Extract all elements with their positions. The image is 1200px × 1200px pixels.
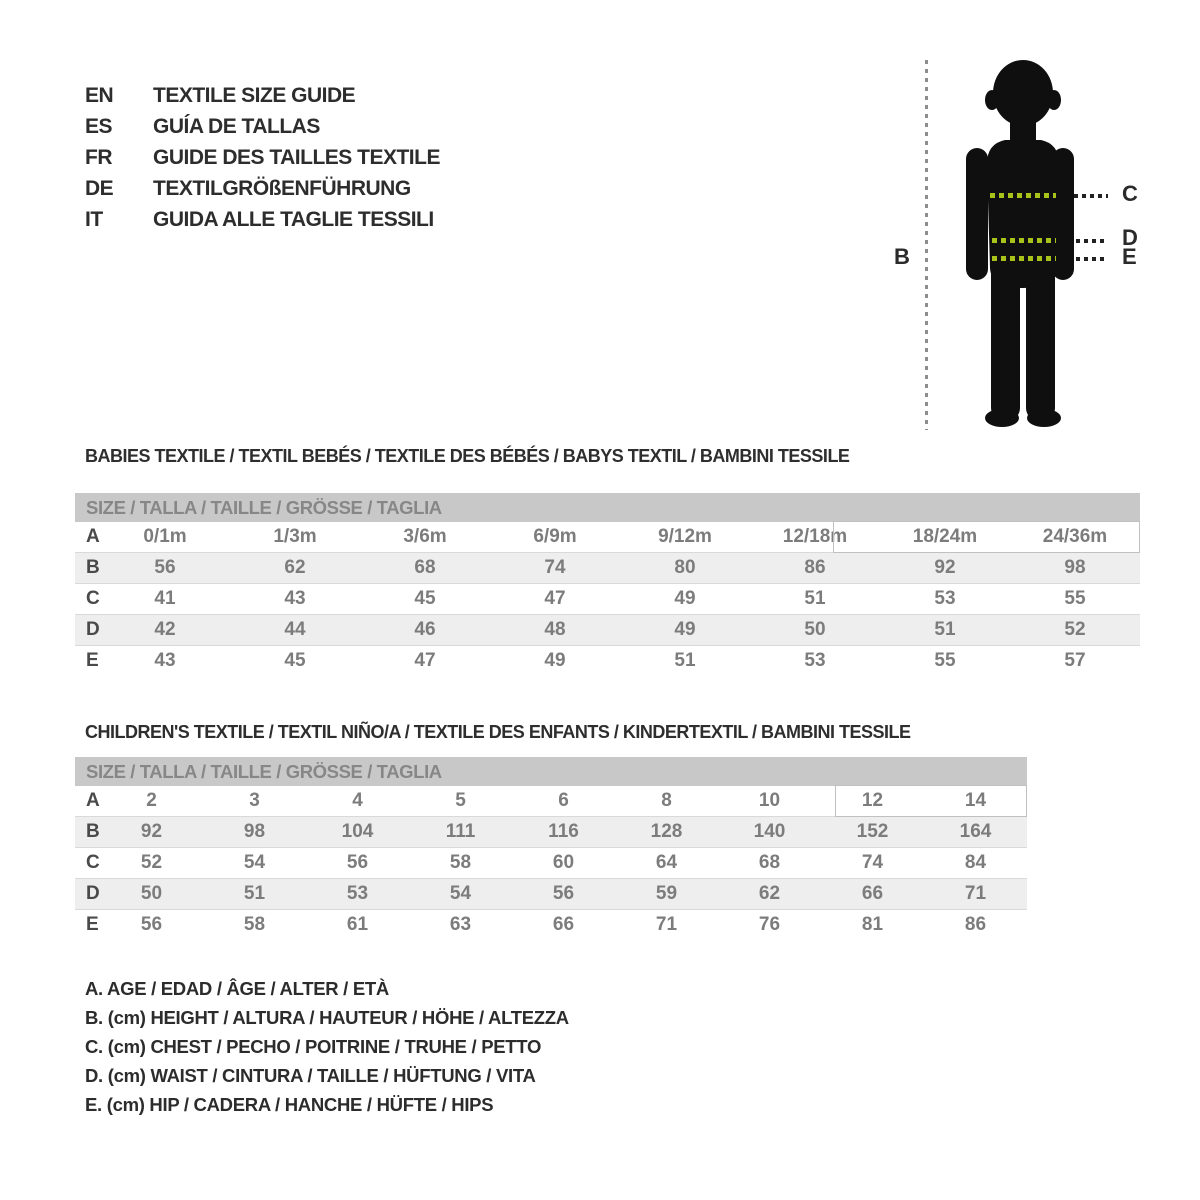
table-row-waist: [75, 878, 1027, 909]
size-cell: 50: [140, 883, 163, 904]
size-cell: 56: [346, 852, 369, 873]
size-cell: 86: [804, 557, 826, 578]
size-cell: 5: [455, 790, 466, 811]
size-cell: 41: [154, 588, 176, 609]
size-cell: 14: [964, 790, 987, 811]
size-cell: 42: [154, 619, 176, 640]
size-cell: 3/6m: [403, 526, 447, 547]
measurement-legend: [85, 974, 569, 1119]
babies-size-table: [75, 493, 1140, 676]
language-title-list: [85, 80, 440, 235]
table-row-height: [75, 552, 1140, 583]
size-cell: 61: [346, 914, 369, 935]
size-table-header: SIZE / TALLA / TAILLE / GRÖSSE / TAGLIA: [75, 493, 1140, 522]
children-size-table: [75, 757, 1027, 940]
size-cell: 4: [352, 790, 363, 811]
row-label: B: [86, 821, 100, 842]
size-cell: 56: [140, 914, 163, 935]
size-cell: 71: [655, 914, 678, 935]
size-cell: 0/1m: [143, 526, 187, 547]
size-cell: 76: [758, 914, 781, 935]
size-cell: 43: [154, 650, 176, 671]
size-cell: 24/36m: [1042, 526, 1108, 547]
waist-measure-dotted-line: [992, 238, 1056, 243]
size-cell: 84: [964, 852, 987, 873]
size-cell: 52: [1064, 619, 1086, 640]
guide-title: GUIDE DES TAILLES TEXTILE: [153, 145, 440, 169]
size-cell: 49: [674, 588, 696, 609]
size-cell: 1/3m: [273, 526, 317, 547]
size-cell: 6: [558, 790, 569, 811]
table-row-age: [75, 786, 1027, 816]
size-cell: 48: [544, 619, 566, 640]
size-cell: 10: [758, 790, 781, 811]
size-cell: 74: [861, 852, 884, 873]
size-cell: 2: [146, 790, 157, 811]
size-cell: 98: [1064, 557, 1086, 578]
table-row-chest: [75, 583, 1140, 614]
size-cell: 12: [861, 790, 884, 811]
babies-section-title: BABIES TEXTILE / TEXTIL BEBÉS / TEXTILE DES BÉBÉS / BABYS TEXTIL / BAMBINI TESSILE: [85, 446, 850, 466]
guide-title: GUÍA DE TALLAS: [153, 114, 320, 138]
size-cell: 164: [959, 821, 992, 842]
size-cell: 58: [449, 852, 472, 873]
guide-title: TEXTILE SIZE GUIDE: [153, 83, 356, 107]
size-cell: 46: [414, 619, 436, 640]
size-cell: 152: [856, 821, 889, 842]
table-row-age: [75, 522, 1140, 552]
size-cell: 47: [414, 650, 436, 671]
size-cell: 62: [284, 557, 306, 578]
lang-row-en: [85, 80, 440, 111]
waist-measure-label: D: [1122, 225, 1138, 250]
size-cell: 68: [414, 557, 436, 578]
lang-code: EN: [85, 83, 114, 107]
row-label: E: [86, 914, 99, 935]
lang-code: FR: [85, 145, 112, 169]
size-cell: 6/9m: [533, 526, 577, 547]
size-cell: 53: [804, 650, 826, 671]
row-label: A: [86, 790, 100, 811]
waist-measure-leader-line: [1076, 239, 1108, 243]
size-cell: 116: [548, 821, 579, 842]
size-cell: 62: [758, 883, 781, 904]
size-cell: 55: [1064, 588, 1086, 609]
table-row-hip: [75, 645, 1140, 676]
size-cell: 47: [544, 588, 566, 609]
size-cell: 58: [243, 914, 266, 935]
size-table-header: SIZE / TALLA / TAILLE / GRÖSSE / TAGLIA: [75, 757, 1027, 786]
table-row-height: [75, 816, 1027, 847]
size-cell: 18/24m: [912, 526, 978, 547]
row-label: A: [86, 526, 100, 547]
legend-age: A. AGE / EDAD / ÂGE / ALTER / ETÀ: [85, 977, 389, 999]
size-cell: 80: [674, 557, 696, 578]
size-cell: 49: [544, 650, 566, 671]
size-cell: 71: [964, 883, 987, 904]
size-cell: 68: [758, 852, 781, 873]
size-cell: 57: [1064, 650, 1086, 671]
chest-measure-label: C: [1122, 181, 1138, 206]
row-label: C: [86, 588, 100, 609]
size-cell: 63: [449, 914, 472, 935]
guide-title: GUIDA ALLE TAGLIE TESSILI: [153, 207, 434, 231]
row-label: B: [86, 557, 100, 578]
size-cell: 53: [346, 883, 369, 904]
hip-measure-dotted-line: [992, 256, 1056, 261]
size-cell: 98: [243, 821, 266, 842]
size-cell: 104: [341, 821, 374, 842]
size-cell: 50: [804, 619, 826, 640]
size-cell: 52: [140, 852, 163, 873]
legend-height: B. (cm) HEIGHT / ALTURA / HAUTEUR / HÖHE / ALTEZZA: [85, 1006, 569, 1028]
size-cell: 86: [964, 914, 987, 935]
size-cell: 92: [934, 557, 956, 578]
size-cell: 59: [655, 883, 678, 904]
size-cell: 140: [753, 821, 786, 842]
size-cell: 51: [243, 883, 266, 904]
lang-row-de: [85, 173, 440, 204]
size-cell: 66: [552, 914, 575, 935]
hip-measure-label: E: [1122, 244, 1137, 269]
table-row-hip: [75, 909, 1027, 940]
lang-row-es: [85, 111, 440, 142]
row-label: C: [86, 852, 100, 873]
measurement-figure: [878, 52, 1190, 452]
row-label: D: [86, 883, 100, 904]
size-cell: 64: [655, 852, 678, 873]
size-cell: 3: [249, 790, 260, 811]
chest-measure-leader-line: [1074, 194, 1108, 198]
lang-code: IT: [85, 207, 103, 231]
size-cell: 55: [934, 650, 956, 671]
row-label: D: [86, 619, 100, 640]
size-cell: 56: [154, 557, 176, 578]
legend-chest: C. (cm) CHEST / PECHO / POITRINE / TRUHE / PETTO: [85, 1035, 542, 1057]
legend-waist: D. (cm) WAIST / CINTURA / TAILLE / HÜFTUNG / VITA: [85, 1064, 536, 1086]
size-cell: 51: [674, 650, 696, 671]
size-cell: 12/18m: [782, 526, 848, 547]
lang-row-it: [85, 204, 440, 235]
size-cell: 53: [934, 588, 956, 609]
table-row-chest: [75, 847, 1027, 878]
size-cell: 51: [804, 588, 826, 609]
size-cell: 45: [414, 588, 436, 609]
size-cell: 92: [140, 821, 163, 842]
size-cell: 81: [861, 914, 884, 935]
hip-measure-leader-line: [1076, 257, 1108, 261]
size-cell: 51: [934, 619, 956, 640]
size-cell: 74: [544, 557, 566, 578]
size-cell: 60: [552, 852, 575, 873]
size-cell: 43: [284, 588, 306, 609]
size-cell: 49: [674, 619, 696, 640]
lang-code: DE: [85, 176, 114, 200]
size-cell: 111: [445, 821, 476, 842]
size-cell: 9/12m: [658, 526, 712, 547]
height-measure-label: B: [894, 244, 910, 269]
child-silhouette-icon: [960, 56, 1080, 431]
lang-row-fr: [85, 142, 440, 173]
legend-hip: E. (cm) HIP / CADERA / HANCHE / HÜFTE / HIPS: [85, 1093, 494, 1115]
size-cell: 56: [552, 883, 575, 904]
size-cell: 54: [243, 852, 266, 873]
size-cell: 128: [650, 821, 683, 842]
size-cell: 66: [861, 883, 884, 904]
size-cell: 8: [661, 790, 672, 811]
children-section-title: CHILDREN'S TEXTILE / TEXTIL NIÑO/A / TEXTILE DES ENFANTS / KINDERTEXTIL / BAMBINI TESSILE: [85, 722, 911, 742]
height-measure-dotted-line: [925, 60, 928, 430]
size-cell: 44: [284, 619, 306, 640]
table-row-waist: [75, 614, 1140, 645]
guide-title: TEXTILGRÖßENFÜHRUNG: [153, 176, 411, 200]
lang-code: ES: [85, 114, 113, 138]
row-label: E: [86, 650, 99, 671]
size-cell: 45: [284, 650, 306, 671]
size-cell: 54: [449, 883, 472, 904]
chest-measure-dotted-line: [990, 193, 1056, 198]
